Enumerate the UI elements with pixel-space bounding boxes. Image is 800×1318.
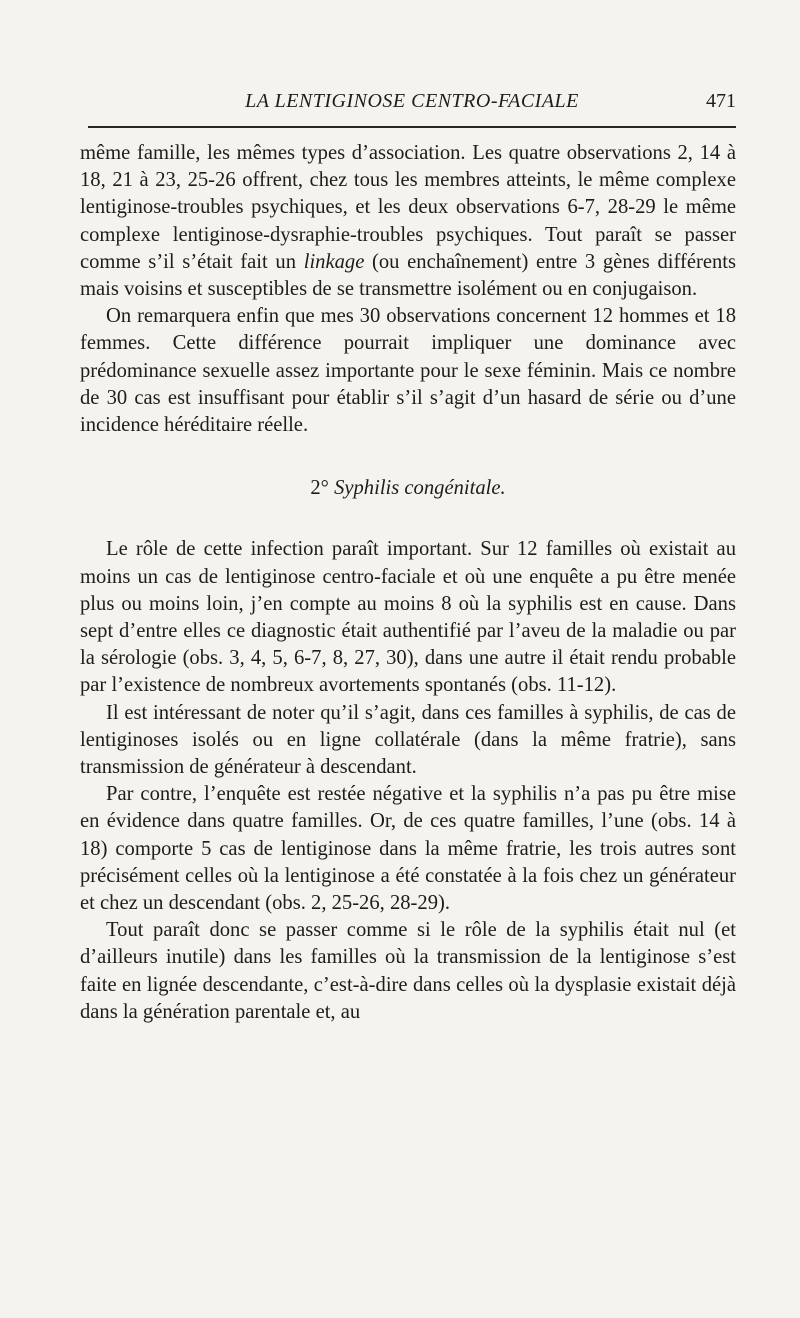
section-title: Syphilis congénitale. bbox=[334, 477, 506, 500]
linkage-term: linkage bbox=[303, 250, 365, 273]
section-heading bbox=[80, 475, 736, 502]
header-rule bbox=[88, 126, 736, 128]
paragraph-1-end: (ou enchaînement) entre 3 gènes différents mais voisins et susceptibles de se transmettre isolément ou en conjugaison. bbox=[80, 250, 736, 301]
running-title: LA LENTIGINOSE CENTRO-FACIALE bbox=[245, 90, 579, 112]
body-text bbox=[80, 140, 736, 1026]
paragraph-4: Il est intéressant de noter qu’il s’agit, dans ces familles à syphilis, de cas de lentiginoses isolés ou en ligne collatérale (dans la même fratrie), sans transmission de générateur à descendant. bbox=[80, 701, 736, 779]
paragraph-2: On remarquera enfin que mes 30 observations concernent 12 hommes et 18 femmes. Cette différence pourrait impliquer une dominance avec prédominance sexuelle assez importante pour le sexe féminin. Mais ce nombre de 30 cas est insuffisant pour établir s’il s’agit d’un hasard de série ou d’une incidence héréditaire réelle. bbox=[80, 305, 736, 437]
paragraph-6: Tout paraît donc se passer comme si le rôle de la syphilis était nul (et d’ailleurs inutile) dans les familles où la transmission de la lentiginose s’est faite en lignée descendante, c’est-à-dire dans celles où la dysplasie existait déjà dans la génération parentale et, au bbox=[80, 919, 736, 1023]
paragraph-5: Par contre, l’enquête est restée négative et la syphilis n’a pas pu être mise en évidence dans quatre familles. Or, de ces quatre familles, l’une (obs. 14 à 18) comporte 5 cas de lentiginose dans la même fratrie, les trois autres sont précisément celles où la lentiginose a été constatée à la fois chez un générateur et chez un descendant (obs. 2, 25-26, 28-29). bbox=[80, 783, 736, 915]
page-number: 471 bbox=[706, 90, 736, 112]
paragraph-1-start: même famille, les mêmes types d’association. Les quatre observations 2, 14 à 18, 21 à 23, 25-26 offrent, chez tous les membres atteints, le même complexe lentiginose-troubles psychiques, et les deux observations 6-7, 28-29 le même complexe lentiginose-dysraphie-troubles psychiques. Tout paraît se passer comme s’il s’était fait un bbox=[80, 142, 736, 273]
paragraph-1 bbox=[80, 140, 736, 303]
paragraph-3: Le rôle de cette infection paraît important. Sur 12 familles où existait au moins un cas de lentiginose centro-faciale et où une enquête a pu être menée plus ou moins loin, j’en compte au moins 8 où la syphilis est en cause. Dans sept d’entre elles ce diagnostic était authentifié par l’aveu de la maladie ou par la sérologie (obs. 3, 4, 5, 6-7, 8, 27, 30), dans une autre il était rendu probable par l’existence de nombreux avortements spontanés (obs. 11-12). bbox=[80, 538, 736, 697]
section-number: 2° bbox=[310, 477, 329, 500]
running-header bbox=[88, 90, 736, 124]
